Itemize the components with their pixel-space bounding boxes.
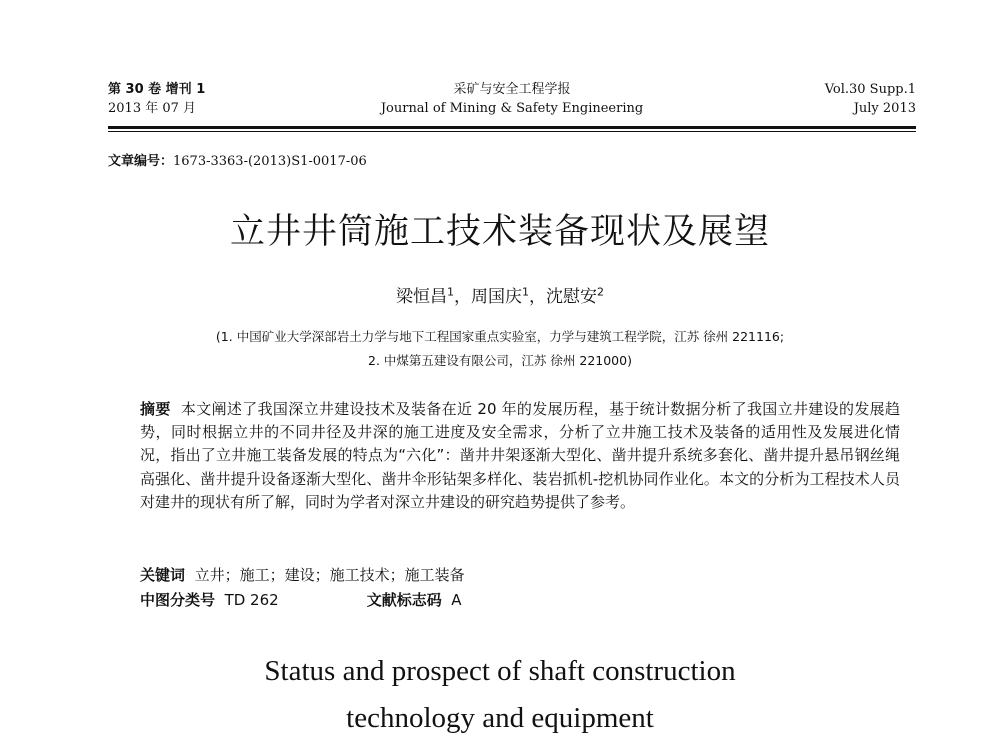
header-date-cn: 2013 年 07 月 (108, 101, 197, 116)
header-vol-en (825, 80, 916, 118)
clc-label: 中图分类号 (140, 591, 216, 609)
header-rule-thick (108, 126, 916, 129)
author-2-affil: 1 (522, 285, 529, 299)
author-separator: ， (529, 287, 546, 307)
author-3-affil: 2 (597, 285, 604, 299)
header-journal-cn: 采矿与安全工程学报 (453, 82, 571, 97)
affiliation-line-1: (1. 中国矿业大学深部岩土力学与地下工程国家重点实验室，力学与建筑工程学院，江苏 徐州 221116; (215, 329, 785, 344)
clc-value: TD 262 (224, 591, 279, 609)
header-journal-en: Journal of Mining & Safety Engineering (380, 101, 644, 116)
header-journal-name (108, 80, 916, 118)
header-volume: 第 30 卷 增刊 1 (108, 82, 206, 97)
abstract-label: 摘要 (140, 400, 171, 418)
header-rule-thin (108, 131, 916, 132)
author-2: 周国庆 (471, 287, 522, 307)
affiliation-line-2: 2. 中煤第五建设有限公司，江苏 徐州 221000) (368, 353, 632, 368)
keywords (140, 564, 465, 585)
journal-header (108, 80, 916, 124)
header-date-en: July 2013 (853, 101, 916, 116)
article-number-label: 文章编号： (108, 154, 174, 169)
abstract-text: 本文阐述了我国深立井建设技术及装备在近 20 年的发展历程，基于统计数据分析了我国立井建设的发展趋势，同时根据立井的不同井径及井深的施工进度及安全需求，分析了立井施工技术及装备的适用性及发展进化情况，指出了立井施工装备发展的特点为“六化”：凿井井架逐渐大型化、凿井提升系统多套化、凿井提升悬吊钢丝绳高强化、凿井提升设备逐渐大型化、凿井伞形钻架多样化、装岩抓机-挖机协同作业化。本文的分析为工程技术人员对建井的现状有所了解，同时为学者对深立井建设的研究趋势提供了参考。 (140, 400, 900, 511)
author-3: 沈慰安 (546, 287, 597, 307)
classification (140, 589, 462, 610)
author-1-affil: 1 (447, 285, 454, 299)
keywords-label: 关键词 (140, 566, 186, 584)
article-number-value: 1673-3363-(2013)S1-0017-06 (173, 154, 367, 169)
doc-code-value: A (451, 591, 462, 609)
paper-title-en-line-1: Status and prospect of shaft construction (264, 655, 736, 687)
author-list (0, 282, 1000, 307)
abstract (140, 398, 900, 514)
author-separator: ， (454, 287, 471, 307)
doc-code-label: 文献标志码 (366, 591, 442, 609)
article-number (108, 150, 367, 169)
author-1: 梁恒昌 (396, 287, 447, 307)
header-volume-en: Vol.30 Supp.1 (824, 82, 916, 97)
keywords-text: 立井；施工；建设；施工技术；施工装备 (194, 566, 465, 584)
paper-title-en-line-2: technology and equipment (346, 702, 654, 734)
paper-title-cn: 立井井筒施工技术装备现状及展望 (229, 212, 770, 252)
